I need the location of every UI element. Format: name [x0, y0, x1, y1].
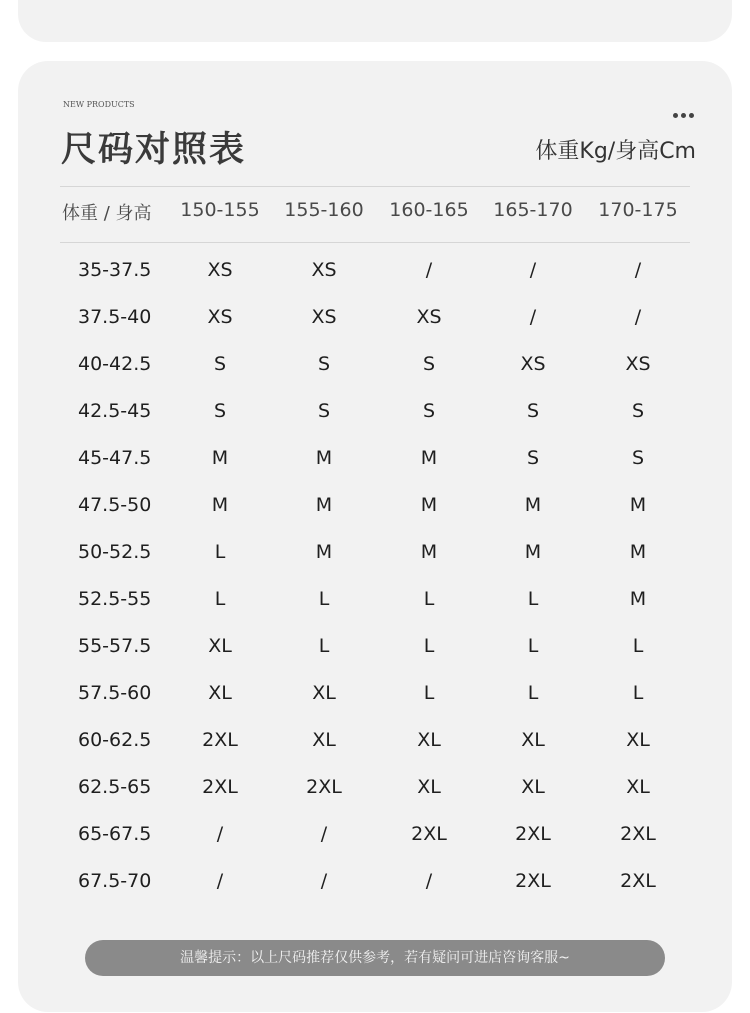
header-height-range: 150-155 [180, 199, 260, 221]
size-cell: / [529, 306, 537, 328]
size-cell: S [317, 400, 331, 422]
size-cell: L [632, 682, 644, 704]
size-cell: / [216, 823, 224, 845]
size-cell: 2XL [202, 729, 238, 751]
size-cell: XS [207, 259, 233, 281]
size-cell: / [634, 306, 642, 328]
size-cell: XS [520, 353, 546, 375]
weight-range-cell: 40-42.5 [78, 353, 152, 375]
page-title: 尺码对照表 [61, 130, 247, 170]
size-cell: 2XL [202, 776, 238, 798]
size-cell: M [211, 494, 229, 516]
size-cell: M [524, 541, 542, 563]
size-cell: S [631, 400, 645, 422]
size-cell: 2XL [515, 870, 551, 892]
table-row [60, 294, 690, 341]
table-row [60, 811, 690, 858]
size-cell: 2XL [306, 776, 342, 798]
size-cell: S [526, 447, 540, 469]
size-cell: / [320, 870, 328, 892]
size-cell: XS [311, 306, 337, 328]
size-cell: S [422, 400, 436, 422]
weight-range-cell: 62.5-65 [78, 776, 152, 798]
size-chart-card [18, 61, 732, 1012]
size-cell: M [629, 494, 647, 516]
size-cell: L [632, 635, 644, 657]
header-height-range: 170-175 [598, 199, 678, 221]
header-weight-height: 体重 / 身高 [62, 203, 152, 224]
size-cell: M [629, 588, 647, 610]
size-cell: 2XL [620, 870, 656, 892]
size-cell: 2XL [620, 823, 656, 845]
table-row [60, 858, 690, 905]
size-cell: / [425, 259, 433, 281]
weight-range-cell: 57.5-60 [78, 682, 152, 704]
table-row [60, 576, 690, 623]
size-cell: L [527, 588, 539, 610]
header-height-range: 155-160 [284, 199, 364, 221]
weight-range-cell: 65-67.5 [78, 823, 152, 845]
table-row [60, 435, 690, 482]
size-cell: S [317, 353, 331, 375]
size-cell: S [213, 353, 227, 375]
size-table-body [60, 247, 690, 905]
weight-range-cell: 67.5-70 [78, 870, 152, 892]
size-cell: S [526, 400, 540, 422]
weight-range-cell: 55-57.5 [78, 635, 152, 657]
size-cell: 2XL [411, 823, 447, 845]
table-row [60, 717, 690, 764]
size-cell: XS [311, 259, 337, 281]
top-card [18, 0, 732, 42]
size-cell: / [425, 870, 433, 892]
size-cell: XS [625, 353, 651, 375]
table-row [60, 341, 690, 388]
header-height-range: 165-170 [493, 199, 573, 221]
weight-range-cell: 50-52.5 [78, 541, 152, 563]
more-horizontal-icon[interactable] [673, 113, 694, 118]
weight-range-cell: 35-37.5 [78, 259, 152, 281]
size-cell: XS [207, 306, 233, 328]
size-cell: XL [417, 729, 441, 751]
size-cell: M [420, 541, 438, 563]
weight-range-cell: 47.5-50 [78, 494, 152, 516]
size-cell: M [315, 541, 333, 563]
size-cell: M [629, 541, 647, 563]
eyebrow-label: NEW PRODUCTS [63, 100, 135, 109]
size-cell: L [423, 682, 435, 704]
size-cell: XL [626, 729, 650, 751]
size-cell: XL [521, 729, 545, 751]
table-row [60, 529, 690, 576]
size-cell: XL [312, 729, 336, 751]
size-cell: L [527, 682, 539, 704]
size-cell: XL [312, 682, 336, 704]
size-cell: L [527, 635, 539, 657]
size-cell: L [214, 541, 226, 563]
size-cell: XS [416, 306, 442, 328]
weight-range-cell: 52.5-55 [78, 588, 152, 610]
size-cell: XL [417, 776, 441, 798]
size-cell: XL [626, 776, 650, 798]
unit-label: 体重Kg/身高Cm [535, 139, 696, 164]
size-cell: 2XL [515, 823, 551, 845]
size-cell: M [211, 447, 229, 469]
size-cell: L [423, 588, 435, 610]
size-cell: M [524, 494, 542, 516]
divider-top [60, 186, 690, 187]
size-cell: XL [208, 682, 232, 704]
table-row [60, 623, 690, 670]
weight-range-cell: 45-47.5 [78, 447, 152, 469]
size-cell: / [216, 870, 224, 892]
size-cell: S [213, 400, 227, 422]
size-cell: / [529, 259, 537, 281]
header-height-range: 160-165 [389, 199, 469, 221]
size-cell: / [634, 259, 642, 281]
table-row [60, 764, 690, 811]
weight-range-cell: 60-62.5 [78, 729, 152, 751]
table-header-row [60, 199, 690, 231]
size-cell: M [315, 494, 333, 516]
table-row [60, 388, 690, 435]
hint-banner: 温馨提示：以上尺码推荐仅供参考，若有疑问可进店咨询客服~ [85, 940, 665, 976]
size-cell: S [422, 353, 436, 375]
size-cell: L [423, 635, 435, 657]
size-cell: M [315, 447, 333, 469]
size-cell: XL [208, 635, 232, 657]
size-cell: M [420, 494, 438, 516]
weight-range-cell: 37.5-40 [78, 306, 152, 328]
size-cell: S [631, 447, 645, 469]
size-cell: M [420, 447, 438, 469]
table-row [60, 482, 690, 529]
divider-header [60, 242, 690, 243]
table-row [60, 670, 690, 717]
size-cell: L [318, 635, 330, 657]
weight-range-cell: 42.5-45 [78, 400, 152, 422]
size-cell: XL [521, 776, 545, 798]
size-cell: / [320, 823, 328, 845]
size-cell: L [318, 588, 330, 610]
size-cell: L [214, 588, 226, 610]
table-row [60, 247, 690, 294]
